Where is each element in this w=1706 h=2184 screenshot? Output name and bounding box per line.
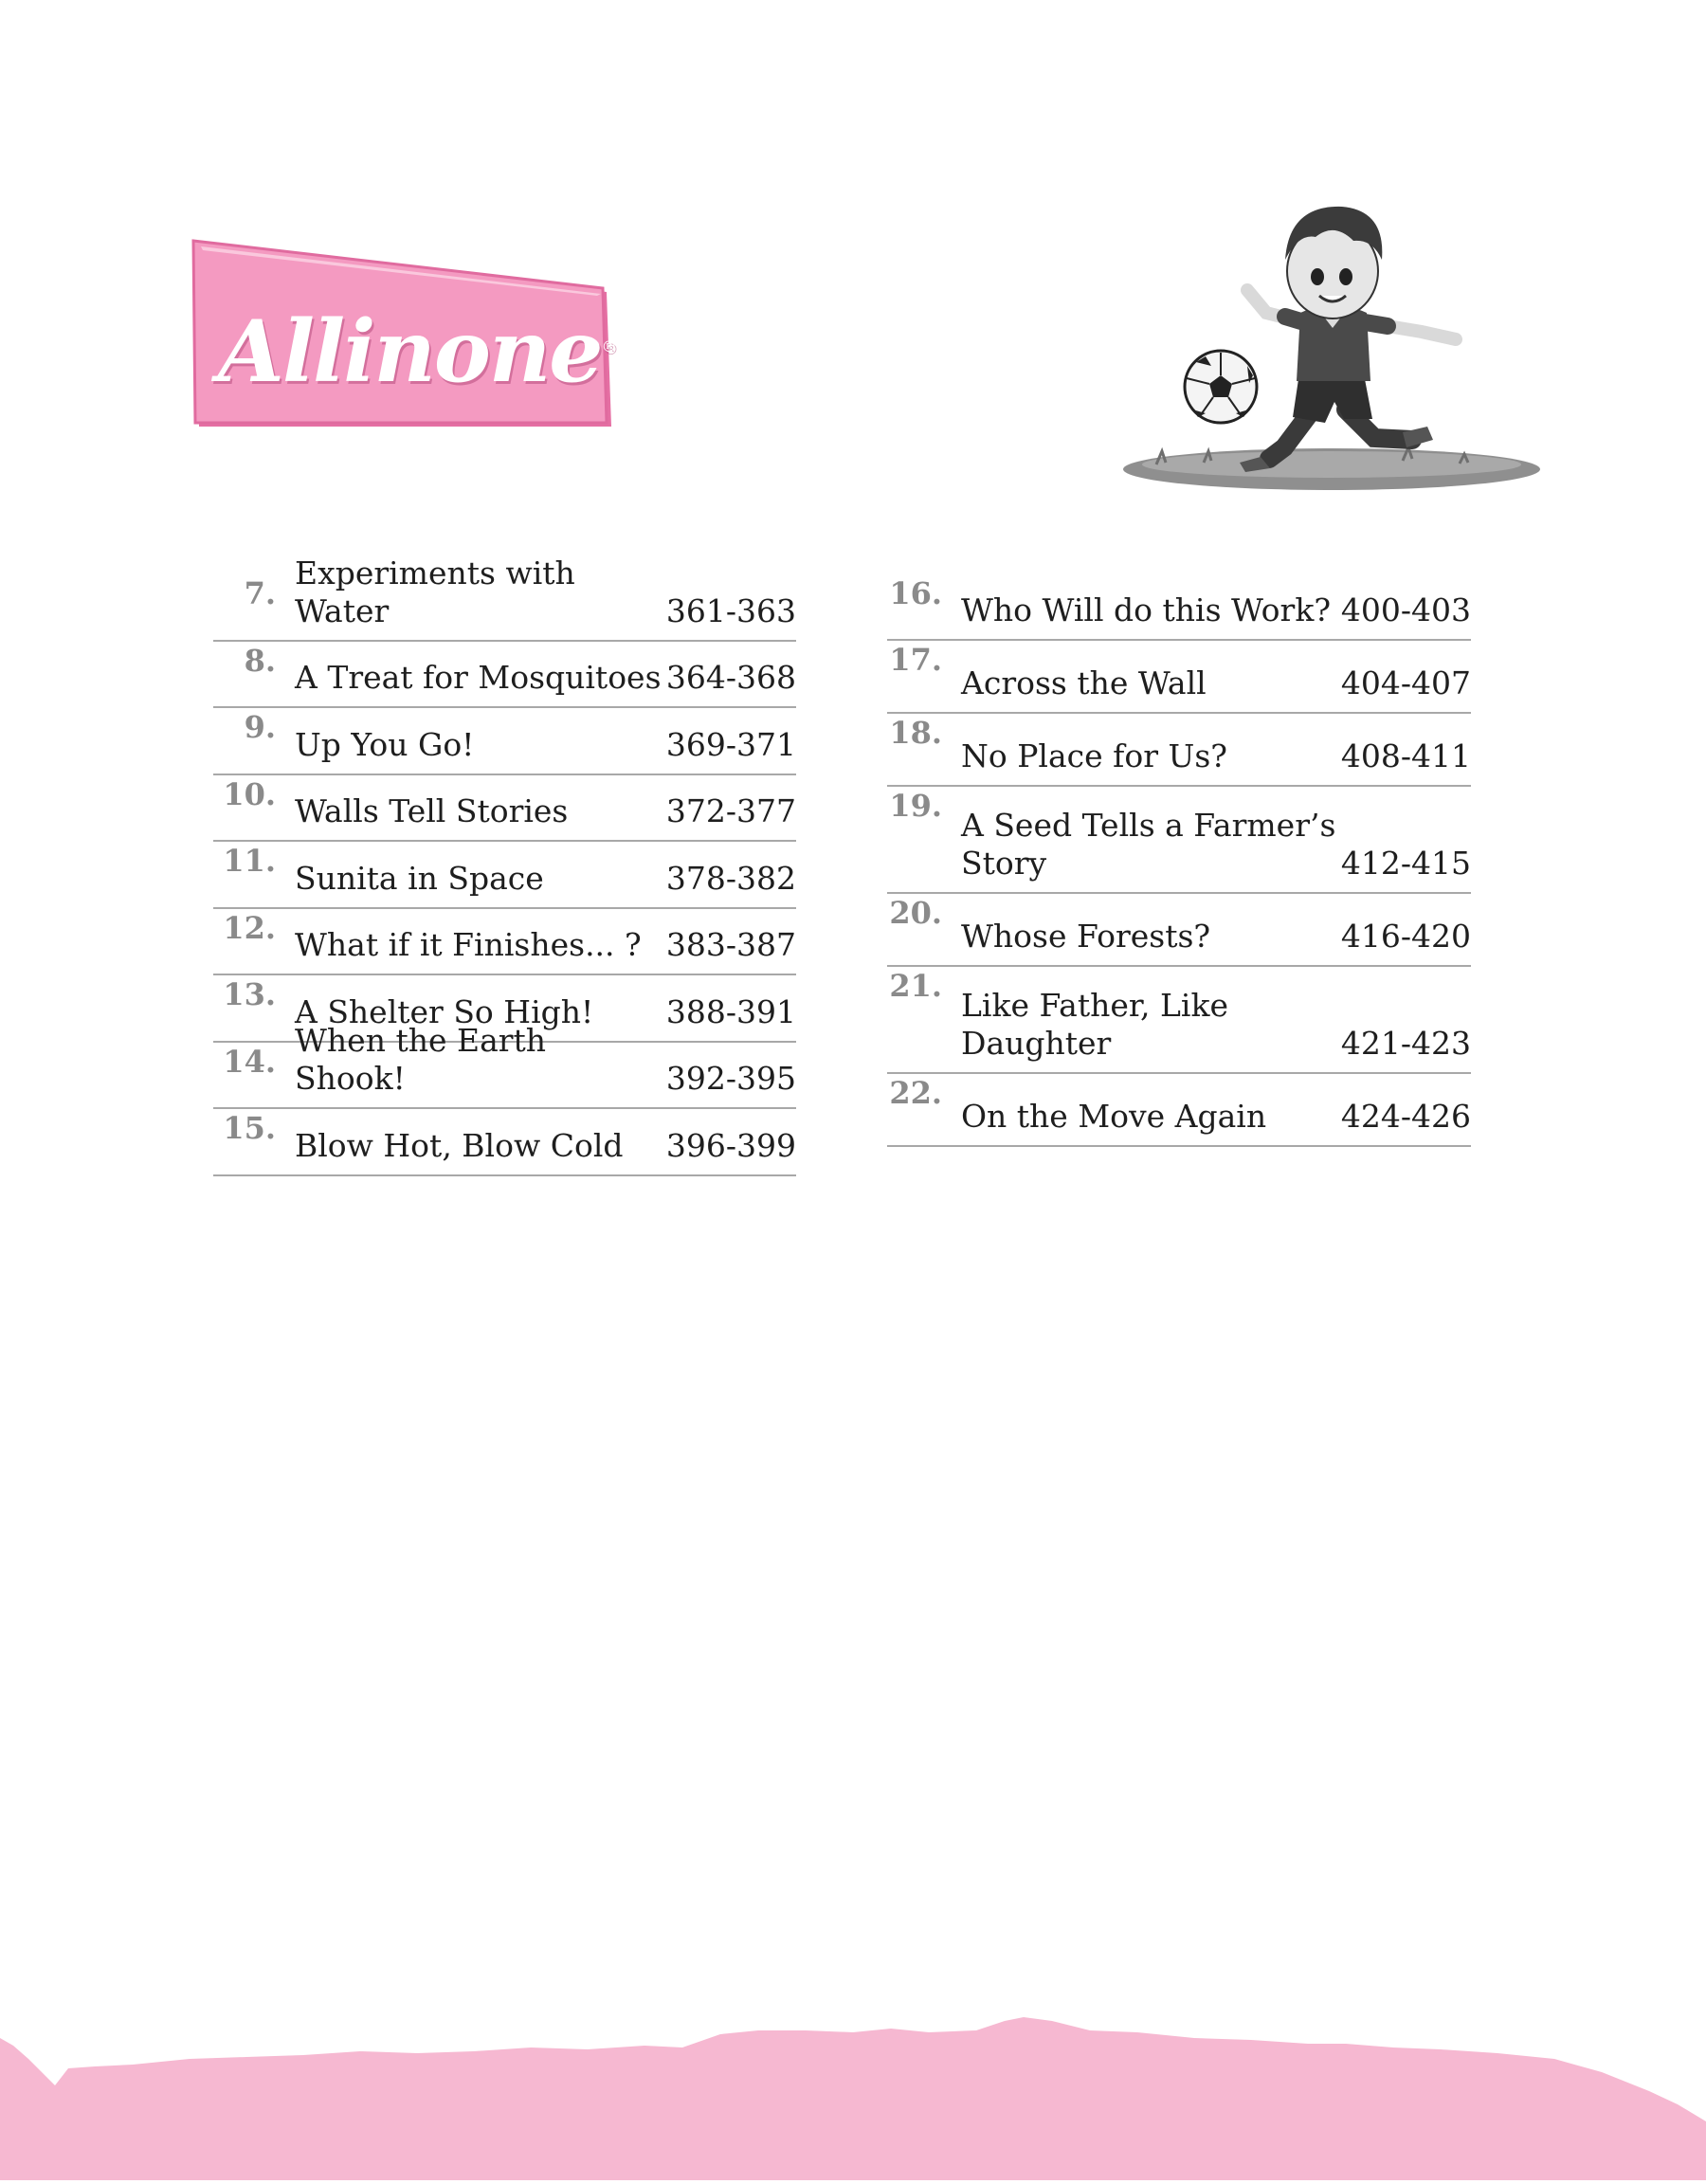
page-range: 396-399 — [665, 1126, 796, 1164]
chapter-number: 15. — [223, 1110, 276, 1146]
contents-row[interactable] — [887, 641, 1471, 714]
chapter-number: 21. — [889, 968, 942, 1004]
page-range: 408-411 — [1340, 737, 1471, 774]
page-range: 369-371 — [665, 725, 796, 763]
chapter-title: Walls Tell Stories — [295, 792, 569, 829]
chapter-title: A Treat for Mosquitoes — [295, 659, 662, 696]
chapter-number: 8. — [244, 642, 276, 679]
chapter-title: When the Earth Shook! — [295, 1022, 547, 1097]
contents-row[interactable] — [887, 967, 1471, 1074]
chapter-number: 18. — [889, 715, 942, 751]
chapter-number: 13. — [223, 976, 276, 1012]
page-range: 404-407 — [1340, 664, 1471, 701]
contents-row[interactable] — [887, 714, 1471, 787]
chapter-title: Across the Wall — [961, 664, 1207, 701]
contents-list-left — [213, 554, 796, 1176]
chapter-title: A Shelter So High! — [295, 992, 594, 1030]
chapter-title: Up You Go! — [295, 725, 475, 763]
contents-row[interactable] — [213, 842, 796, 909]
contents-row[interactable] — [887, 1074, 1471, 1147]
chapter-number: 11. — [223, 843, 276, 879]
contents-row[interactable] — [887, 787, 1471, 894]
page-range: 400-403 — [1340, 592, 1471, 628]
contents-row[interactable] — [887, 894, 1471, 967]
page-range: 392-395 — [665, 1060, 796, 1097]
page-range: 416-420 — [1340, 918, 1471, 955]
chapter-title: Whose Forests? — [961, 918, 1211, 955]
chapter-title: Sunita in Space — [295, 859, 544, 897]
chapter-number: 10. — [223, 775, 276, 812]
chapter-title-line1: A Seed Tells a Farmer’s — [961, 807, 1336, 844]
chapter-title: No Place for Us? — [961, 737, 1227, 774]
torn-paper-strip — [0, 2010, 1706, 2180]
chapter-title: Experiments with Water — [295, 554, 575, 629]
contents-row[interactable] — [887, 574, 1471, 641]
chapter-title-line1: Like Father, Like — [961, 987, 1228, 1024]
chapter-number: 20. — [889, 895, 942, 931]
chapter-title: Blow Hot, Blow Cold — [295, 1126, 624, 1164]
contents-row[interactable] — [213, 708, 796, 775]
chapter-title: Who Will do this Work? — [961, 592, 1332, 628]
contents-row[interactable] — [213, 909, 796, 976]
contents-row[interactable] — [213, 642, 796, 709]
chapter-number: 9. — [244, 709, 276, 745]
chapter-title-line2: Daughter — [961, 1025, 1112, 1062]
chapter-number: 14. — [223, 1043, 276, 1080]
contents-list-right — [887, 574, 1471, 1147]
page-range: 383-387 — [665, 926, 796, 963]
page-range: 424-426 — [1340, 1098, 1471, 1135]
chapter-title-line2: Story — [961, 845, 1047, 882]
page-range: 372-377 — [665, 792, 796, 829]
contents-row[interactable] — [213, 775, 796, 843]
chapter-title: What if it Finishes... ? — [295, 926, 642, 963]
chapter-number: 22. — [889, 1075, 942, 1111]
chapter-title — [961, 987, 1341, 1063]
chapter-number: 12. — [223, 909, 276, 946]
contents-row[interactable] — [213, 1022, 796, 1110]
page-range: 364-368 — [665, 659, 796, 696]
page-range: 361-363 — [665, 592, 796, 629]
chapter-number: 7. — [244, 575, 276, 611]
chapter-number: 19. — [889, 788, 942, 824]
page-range: 388-391 — [665, 992, 796, 1030]
page-range: 421-423 — [1340, 1025, 1471, 1062]
chapter-number: 17. — [889, 642, 942, 678]
chapter-title — [961, 807, 1341, 883]
chapter-title: On the Move Again — [961, 1098, 1267, 1135]
contents-row[interactable] — [213, 1109, 796, 1176]
boy-playing-football-illustration — [1118, 190, 1545, 502]
page-range: 378-382 — [665, 859, 796, 897]
chapter-number: 16. — [889, 575, 942, 611]
logo-text: Allinone® — [218, 301, 615, 402]
contents-row[interactable] — [213, 554, 796, 642]
page-range: 412-415 — [1340, 845, 1471, 882]
